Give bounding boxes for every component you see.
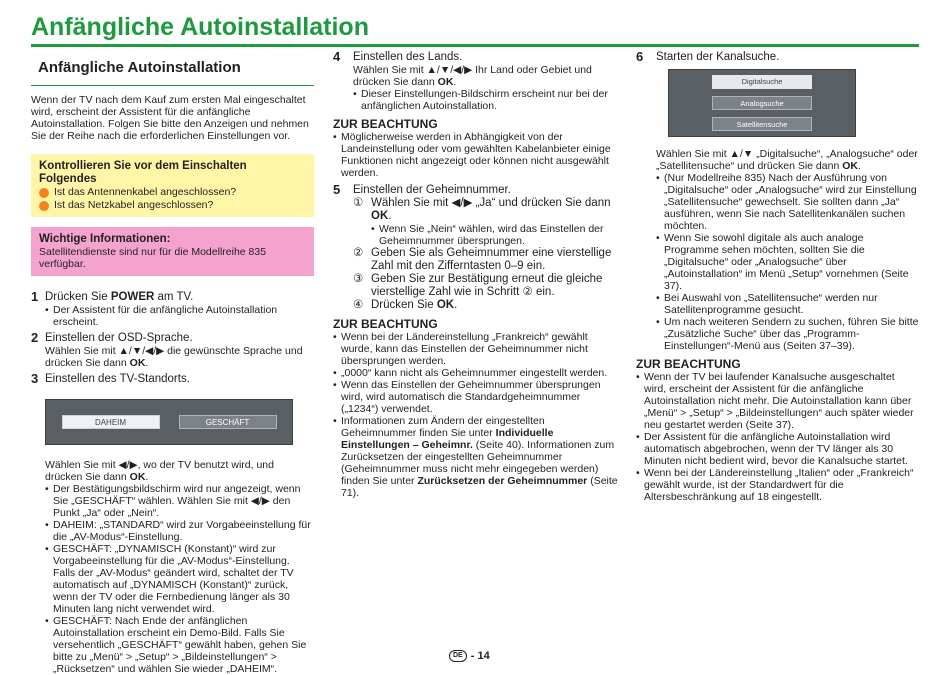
step-5 xyxy=(333,183,620,312)
step-text: Wählen Sie mit ▲/▼/◀/▶ Ihr Land oder Gebiet und drücken Sie dann OK. xyxy=(353,64,592,88)
step-4 xyxy=(333,50,620,112)
bullet-item: • Der Bestätigungsbildschirm wird nur angezeigt, wenn Sie „GESCHÄFT“ wählen. Wählen Sie mit ◀/▶ den Punkt „Ja“ oder „Nein“. xyxy=(45,483,301,519)
step-number: 2 xyxy=(31,330,39,345)
bullet-item: • Der Assistent für die anfängliche Autoinstallation erscheint. xyxy=(45,304,278,328)
bullet-item: • Informationen zum Ändern der eingestellten Geheimnummer finden Sie unter Individuelle Einstellungen – Geheimnr. (Seite 40). Informationen zum Zurücksetzen der eingestellten Geheimnummer (Geheimnummer muss nicht mehr eingegeben werden) finden Sie unter Zurücksetzen der Geheimnummer (Seite 71). xyxy=(333,415,618,499)
bullet-item: • Wenn Sie sowohl digitale als auch analoge Programme sehen möchten, sollten Sie die „Digitalsuche“ oder „Analogsuche“ über „Autoinstallation“ im Menü „Setup“ vornehmen (Seite 37). xyxy=(656,232,909,292)
info-box-text: Satellitendienste sind nur für die Modellreihe 835 verfügbar. xyxy=(39,246,267,270)
check-item xyxy=(39,186,306,199)
location-screen xyxy=(45,399,293,445)
bullet-item: • Um nach weiteren Sendern zu suchen, führen Sie bitte „Zusätzliche Suche“ über das „Programm-Einstellungen“-Menü aus (Seiten 37–39). xyxy=(656,316,919,352)
step-title: Einstellen der Geheimnummer. xyxy=(353,184,511,196)
left-column xyxy=(31,50,314,675)
step-6 xyxy=(636,50,919,64)
bullet-item: • „0000“ kann nicht als Geheimnummer eingestellt werden. xyxy=(333,367,608,379)
step-text: Wählen Sie mit ◀/▶, wo der TV benutzt wird, und drücken Sie dann OK. xyxy=(45,459,274,483)
step-title: Einstellen des TV-Standorts. xyxy=(45,373,190,385)
page-footer xyxy=(449,650,490,662)
step-title: Drücken Sie POWER am TV. xyxy=(45,291,194,303)
option-satellitensuche[interactable]: Satellitensuche xyxy=(712,117,812,131)
step-title: Einstellen der OSD-Sprache. xyxy=(45,332,193,344)
page-title: Anfängliche Autoinstallation xyxy=(31,13,369,41)
bullet-item: • Wenn das Einstellen der Geheimnummer übersprungen wird, wird automatisch die Standardgeheimnummer („1234“) verwendet. xyxy=(333,379,601,415)
sub-step-4: ④ Drücken Sie OK. xyxy=(353,299,458,311)
bullet-item: • GESCHÄFT: Nach Ende der anfänglichen Autoinstallation erscheint ein Demo-Bild. Falls Sie versehentlich „GESCHÄFT“ gewählt haben, gehen Sie bitte zu „Menü“ > „Setup“ > „Bildeinstellungen“ > „Rücksetzen“ und wählen Sie wieder „DAHEIM“. xyxy=(45,615,307,675)
step-number: 4 xyxy=(333,49,341,64)
orange-dot-icon xyxy=(39,188,49,198)
sub-step-2: ② Geben Sie als Geheimnummer eine vierstellige Zahl mit den Zifferntasten 0–9 ein. xyxy=(353,247,612,272)
middle-column xyxy=(333,50,620,499)
section-divider xyxy=(31,85,314,86)
step-3 xyxy=(31,372,314,675)
bullet-item: • Möglicherweise werden in Abhängigkeit von der Landeinstellung oder vom gewählten Kabelanbieter einige Funktionen nicht angezeigt oder können nicht ausgewählt werden. xyxy=(333,131,611,179)
title-divider xyxy=(31,44,919,47)
step-number: 6 xyxy=(636,49,644,64)
power-key: POWER xyxy=(110,291,155,303)
note-heading: ZUR BEACHTUNG xyxy=(333,317,438,331)
bullet-item: • Wenn der TV bei laufender Kanalsuche ausgeschaltet wird, erscheint der Assistent für die anfängliche Autoinstallation nicht mehr. Die Autoinstallation kann über „Menü“ > „Setup“ > „Bildeinstellungen“ auch später wieder neu gestartet werden (Seite 37). xyxy=(636,371,914,431)
section-title: Anfängliche Autoinstallation xyxy=(38,59,241,76)
info-box xyxy=(31,227,314,276)
step-2 xyxy=(31,331,314,369)
channel-search-screen xyxy=(668,69,856,137)
step-text: Wählen Sie mit ▲/▼ „Digitalsuche“, „Analogsuche“ oder „Satellitensuche“ und drücken Sie dann OK. xyxy=(656,148,918,172)
step-number: 5 xyxy=(333,182,341,197)
option-daheim[interactable]: DAHEIM xyxy=(62,415,160,429)
note-heading: ZUR BEACHTUNG xyxy=(333,117,438,131)
option-digitalsuche[interactable]: Digitalsuche xyxy=(712,75,812,89)
check-item-text: Ist das Antennenkabel angeschlossen? xyxy=(54,186,237,198)
orange-dot-icon xyxy=(39,201,49,211)
sub-step-1: ① Wählen Sie mit ◀/▶ „Ja“ und drücken Sie dann OK. xyxy=(353,197,611,222)
step-title: Einstellen des Lands. xyxy=(353,51,463,63)
right-column xyxy=(636,50,919,503)
check-item-text: Ist das Netzkabel angeschlossen? xyxy=(54,199,214,211)
step-6-details xyxy=(636,148,919,352)
step-1 xyxy=(31,290,314,328)
bullet-item: • Bei Auswahl von „Satellitensuche“ werden nur Satellitenprogramme gesucht. xyxy=(656,292,878,316)
bullet-item: • DAHEIM: „STANDARD“ wird zur Vorgabeeinstellung für die „AV-Modus“-Einstellung. xyxy=(45,519,311,543)
option-geschaeft[interactable]: GESCHÄFT xyxy=(179,415,277,429)
info-box-title: Wichtige Informationen: xyxy=(39,233,171,245)
note-heading: ZUR BEACHTUNG xyxy=(636,357,741,371)
step-number: 1 xyxy=(31,289,39,304)
step-text: Wählen Sie mit ▲/▼/◀/▶ die gewünschte Sprache und drücken Sie dann OK. xyxy=(45,345,303,369)
option-analogsuche[interactable]: Analogsuche xyxy=(712,96,812,110)
step-title: Starten der Kanalsuche. xyxy=(656,51,780,63)
bullet-item: • GESCHÄFT: „DYNAMISCH (Konstant)“ wird zur Vorgabeeinstellung für die „AV-Modus“-Einstellung. Falls der „AV-Modus“ geändert wird, schaltet der TV automatisch auf „DYNAMISCH (Konstant)“ zurück, wenn der TV oder die Fernbedienung länger als 30 Minuten lang nicht verwendet wird. xyxy=(45,543,294,615)
check-box xyxy=(31,154,314,217)
bullet-item: • Wenn bei der Ländereinstellung „Frankreich“ gewählt wurde, kann das Einstellen der Geheimnummer nicht übersprungen werden. xyxy=(333,331,588,367)
page-number: - 14 xyxy=(470,650,490,662)
bullet-item: • Wenn bei der Ländereinstellung „Italien“ oder „Frankreich“ gewählt wurde, ist der Standardwert für die Altersbeschränkung auf 18 eingestellt. xyxy=(636,467,914,503)
bullet-item: • (Nur Modellreihe 835) Nach der Ausführung von „Digitalsuche“ oder „Analogsuche“ wird zur Einstellung „Satellitensuche“ gewechselt. Sie sollten dann „Ja“ ausführen, wenn Sie nach Satellitenkanälen suchen möchten. xyxy=(656,172,917,232)
intro-text: Wenn der TV nach dem Kauf zum ersten Mal eingeschaltet wird, erscheint der Assistent für die anfängliche Autoinstallation. Folgen Sie bitte den Anzeigen und nehmen Sie der Reihe nach die erforderlichen Einstellungen vor. xyxy=(31,94,309,142)
bullet-item: • Der Assistent für die anfängliche Autoinstallation wird automatisch abgebrochen, wenn der TV länger als 30 Minuten nicht bedient wird, bevor die Kanalsuche startet. xyxy=(636,431,908,467)
sub-step-3: ③ Geben Sie zur Bestätigung erneut die gleiche vierstellige Zahl wie in Schritt ② ein. xyxy=(353,273,603,298)
step-number: 3 xyxy=(31,371,39,386)
bullet-item: • Dieser Einstellungen-Bildschirm erscheint nur bei der anfänglichen Autoinstallation. xyxy=(353,88,608,112)
check-item xyxy=(39,199,306,212)
bullet-item: • Wenn Sie „Nein“ wählen, wird das Einstellen der Geheimnummer übersprungen. xyxy=(371,223,604,247)
language-badge: DE xyxy=(449,650,467,662)
check-box-title: Kontrollieren Sie vor dem Einschalten Folgendes xyxy=(39,160,247,185)
